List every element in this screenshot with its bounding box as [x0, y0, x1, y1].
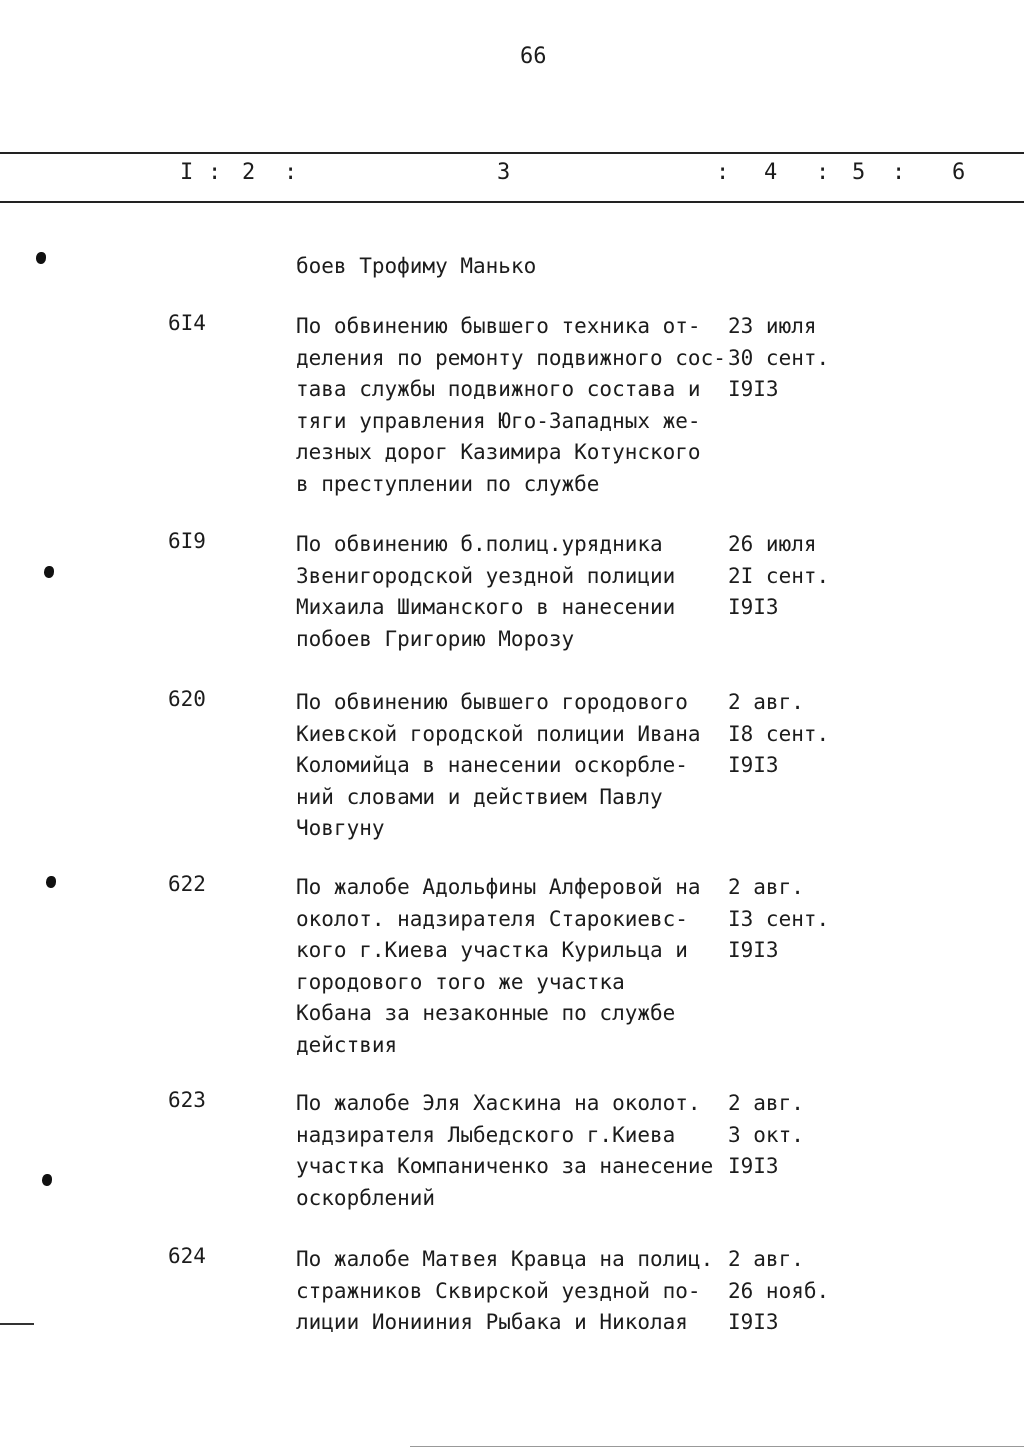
end-date: I3 сент. [728, 906, 830, 931]
entry-dates [728, 311, 848, 406]
entry-description [296, 1244, 726, 1339]
description-line: боев Трофиму Манько [296, 254, 537, 278]
description-line: ний словами и действием Павлу [296, 784, 663, 809]
year: I9I3 [728, 377, 779, 401]
entry-number: 620 [168, 687, 206, 711]
entry-description [296, 251, 726, 283]
column-separator: : [208, 160, 222, 185]
entry-description [296, 1088, 726, 1214]
column-header-2: 2 [242, 160, 256, 185]
description-line: Кобана за незаконные по службе [296, 1001, 676, 1025]
table-header-bottom-rule [0, 201, 1024, 203]
description-line: По обвинению б.полиц.урядника [296, 532, 663, 556]
entry-description [296, 872, 726, 1061]
margin-tick-mark [0, 1323, 34, 1325]
year: I9I3 [728, 1154, 779, 1178]
column-header-1: I [180, 160, 194, 185]
description-line: в преступлении по службе [296, 471, 600, 496]
description-line: действия [296, 1032, 398, 1057]
entry-description [296, 529, 726, 655]
entry-number: 6I9 [168, 529, 206, 553]
column-separator: : [892, 160, 906, 185]
entry-dates [728, 1244, 848, 1339]
entry-description [296, 687, 726, 845]
entry-description [296, 311, 726, 500]
entry-dates [728, 872, 848, 967]
entry-dates [728, 529, 848, 624]
start-date: 2 авг. [728, 875, 804, 899]
description-line: тяги управления Юго-Западных же- [296, 408, 701, 433]
punch-hole-mark [42, 1174, 52, 1186]
description-line: лиции Ионииния Рыбака и Николая [296, 1310, 688, 1334]
description-line: По жалобе Эля Хаскина на околот. [296, 1091, 701, 1115]
year: I9I3 [728, 753, 779, 777]
description-line: По обвинению бывшего техника от- [296, 314, 701, 338]
column-header-row [0, 160, 1024, 190]
column-separator: : [816, 160, 830, 185]
description-line: участка Компаниченко за нанесение [296, 1154, 714, 1178]
column-header-5: 5 [852, 160, 866, 185]
description-line: Михаила Шиманского в нанесении [296, 595, 676, 619]
start-date: 2 авг. [728, 1247, 804, 1271]
year: I9I3 [728, 938, 779, 962]
column-separator: : [284, 160, 298, 185]
description-line: По жалобе Матвея Кравца на полиц. [296, 1247, 714, 1271]
entry-number: 6I4 [168, 311, 206, 335]
description-line: лезных дорог Казимира Котунского [296, 440, 701, 464]
start-date: 2 авг. [728, 690, 804, 714]
table-header-top-rule [0, 152, 1024, 154]
description-line: По обвинению бывшего городового [296, 690, 688, 714]
year: I9I3 [728, 1310, 779, 1334]
end-date: 2I сент. [728, 563, 830, 588]
punch-hole-mark [44, 566, 54, 578]
column-header-3: 3 [497, 160, 511, 185]
end-date: I8 сент. [728, 721, 830, 746]
punch-hole-mark [36, 252, 46, 264]
year: I9I3 [728, 595, 779, 619]
column-separator: : [716, 160, 730, 185]
description-line: кого г.Киева участка Курильца и [296, 938, 688, 962]
page-bottom-edge [410, 1446, 1024, 1447]
end-date: 3 окт. [728, 1122, 804, 1147]
description-line: оскорблений [296, 1185, 436, 1210]
entry-number: 624 [168, 1244, 206, 1268]
start-date: 2 авг. [728, 1091, 804, 1115]
entry-number: 623 [168, 1088, 206, 1112]
description-line: тава службы подвижного состава и [296, 377, 701, 401]
description-line: надзирателя Лыбедского г.Киева [296, 1122, 676, 1147]
punch-hole-mark [46, 876, 56, 888]
page-number: 66 [520, 44, 547, 69]
description-line: городового того же участка [296, 969, 625, 994]
description-line: По жалобе Адольфины Алферовой на [296, 875, 701, 899]
entry-number: 622 [168, 872, 206, 896]
column-header-4: 4 [764, 160, 778, 185]
end-date: 26 нояб. [728, 1278, 830, 1303]
description-line: деления по ремонту подвижного сос- [296, 345, 726, 370]
entry-dates [728, 1088, 848, 1183]
description-line: Коломийца в нанесении оскорбле- [296, 753, 688, 777]
column-header-6: 6 [952, 160, 966, 185]
description-line: стражников Сквирской уездной по- [296, 1278, 701, 1303]
description-line: Киевской городской полиции Ивана [296, 721, 701, 746]
description-line: Човгуну [296, 816, 385, 840]
description-line: околот. надзирателя Старокиевс- [296, 906, 688, 931]
description-line: побоев Григорию Морозу [296, 626, 575, 651]
start-date: 26 июля [728, 532, 817, 556]
end-date: 30 сент. [728, 345, 830, 370]
entry-dates [728, 687, 848, 782]
description-line: Звенигородской уездной полиции [296, 563, 676, 588]
start-date: 23 июля [728, 314, 817, 338]
